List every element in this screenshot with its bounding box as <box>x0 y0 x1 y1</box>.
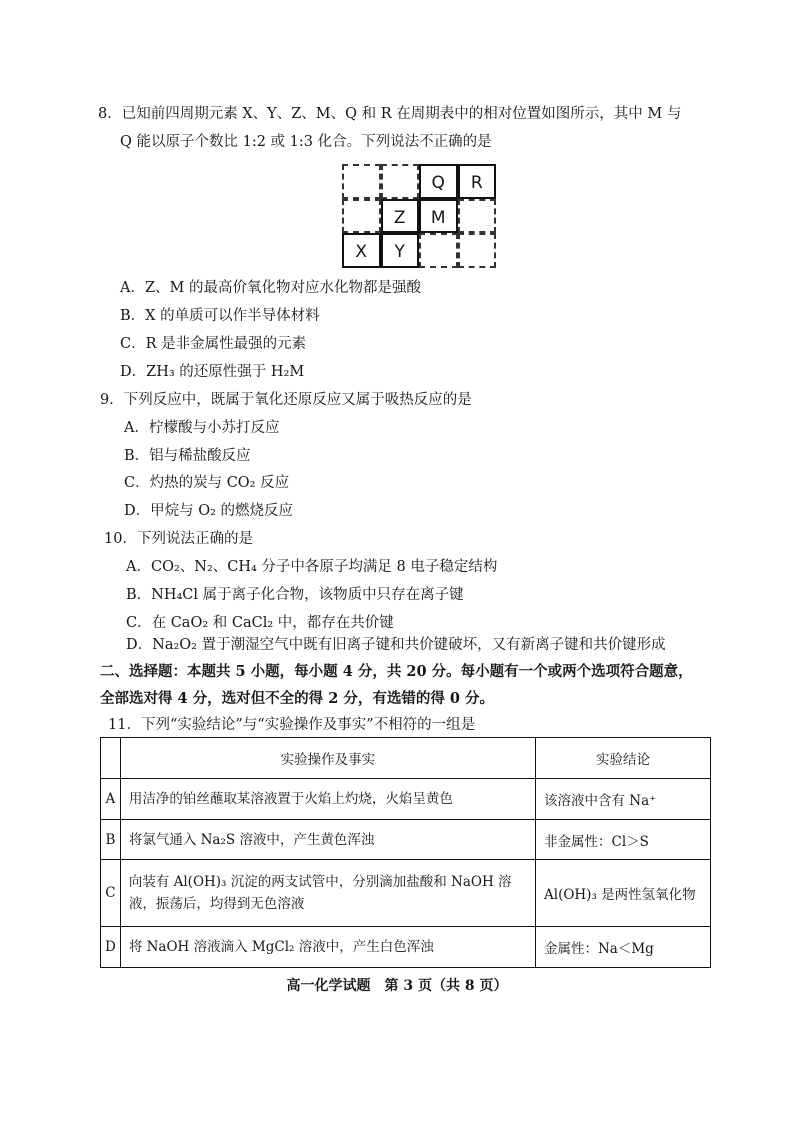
q10-option-c: C．在 CaO₂ 和 CaCl₂ 中，都存在共价键 <box>126 615 394 631</box>
table-row <box>101 820 711 860</box>
grid-empty-cell <box>419 233 458 268</box>
q10-option-d: D．Na₂O₂ 置于潮湿空气中既有旧离子键和共价键破坏，又有新离子键和共价键形成 <box>126 637 666 653</box>
grid-empty-cell <box>342 164 381 199</box>
row-conclusion: Al(OH)₃ 是两性氢氧化物 <box>536 860 711 927</box>
q11-stem: 11．下列“实验结论”与“实验操作及事实”不相符的一组是 <box>108 717 476 733</box>
table-header-key <box>101 738 121 779</box>
row-operation: 用洁净的铂丝蘸取某溶液置于火焰上灼烧，火焰呈黄色 <box>120 779 535 820</box>
experiment-table <box>100 737 711 968</box>
table-header-conclusion: 实验结论 <box>536 738 711 779</box>
grid-empty-cell <box>381 164 420 199</box>
table-row <box>101 860 711 927</box>
q9-option-a: A．柠檬酸与小苏打反应 <box>124 420 280 436</box>
q9-option-b: B．铝与稀盐酸反应 <box>124 448 251 464</box>
q8-option-c: C．R 是非金属性最强的元素 <box>120 336 307 352</box>
row-operation: 向装有 Al(OH)₃ 沉淀的两支试管中，分别滴加盐酸和 NaOH 溶液，振荡后，均得到无色溶液 <box>120 860 535 927</box>
row-conclusion: 该溶液中含有 Na⁺ <box>536 779 711 820</box>
q10-stem: 10．下列说法正确的是 <box>104 531 253 547</box>
row-operation: 将 NaOH 溶液滴入 MgCl₂ 溶液中，产生白色浑浊 <box>120 927 535 968</box>
grid-cell-y: Y <box>381 233 420 268</box>
q9-option-d: D．甲烷与 O₂ 的燃烧反应 <box>124 503 294 519</box>
row-operation: 将氯气通入 Na₂S 溶液中，产生黄色浑浊 <box>120 820 535 860</box>
row-key: B <box>101 820 121 860</box>
q8-stem-line1: 8．已知前四周期元素 X、Y、Z、M、Q 和 R 在周期表中的相对位置如图所示，其中 M 与 <box>98 106 682 122</box>
row-key: C <box>101 860 121 927</box>
q8-option-d: D．ZH₃ 的还原性强于 H₂M <box>120 364 305 380</box>
periodic-table-grid <box>342 164 497 268</box>
grid-cell-x: X <box>342 233 381 268</box>
section2-heading-line1: 二、选择题：本题共 5 小题，每小题 4 分，共 20 分。每小题有一个或两个选项符合题意， <box>100 663 693 680</box>
q9-option-c: C．灼热的炭与 CO₂ 反应 <box>124 475 290 491</box>
grid-cell-m: M <box>419 199 458 234</box>
section2-heading-line2: 全部选对得 4 分，选对但不全的得 2 分，有选错的得 0 分。 <box>100 690 495 707</box>
q8-option-b: B．X 的单质可以作半导体材料 <box>120 308 320 324</box>
grid-empty-cell <box>458 199 497 234</box>
table-header-row <box>101 738 711 779</box>
q10-option-a: A．CO₂、N₂、CH₄ 分子中各原子均满足 8 电子稳定结构 <box>126 559 498 575</box>
table-row <box>101 927 711 968</box>
grid-cell-r: R <box>458 164 497 199</box>
table-header-operation: 实验操作及事实 <box>120 738 535 779</box>
row-conclusion: 金属性：Na＜Mg <box>536 927 711 968</box>
q9-stem: 9．下列反应中，既属于氧化还原反应又属于吸热反应的是 <box>100 392 472 408</box>
grid-cell-z: Z <box>381 199 420 234</box>
row-key: A <box>101 779 121 820</box>
grid-empty-cell <box>342 199 381 234</box>
q8-option-a: A．Z、M 的最高价氧化物对应水化物都是强酸 <box>120 280 422 296</box>
grid-cell-q: Q <box>419 164 458 199</box>
row-key: D <box>101 927 121 968</box>
q8-stem-line2: Q 能以原子个数比 1:2 或 1:3 化合。下列说法不正确的是 <box>120 134 492 150</box>
table-row <box>101 779 711 820</box>
page-footer: 高一化学试题 第 3 页（共 8 页） <box>286 978 508 994</box>
q10-option-b: B．NH₄Cl 属于离子化合物，该物质中只存在离子键 <box>126 587 464 603</box>
grid-empty-cell <box>458 233 497 268</box>
row-conclusion: 非金属性：Cl＞S <box>536 820 711 860</box>
